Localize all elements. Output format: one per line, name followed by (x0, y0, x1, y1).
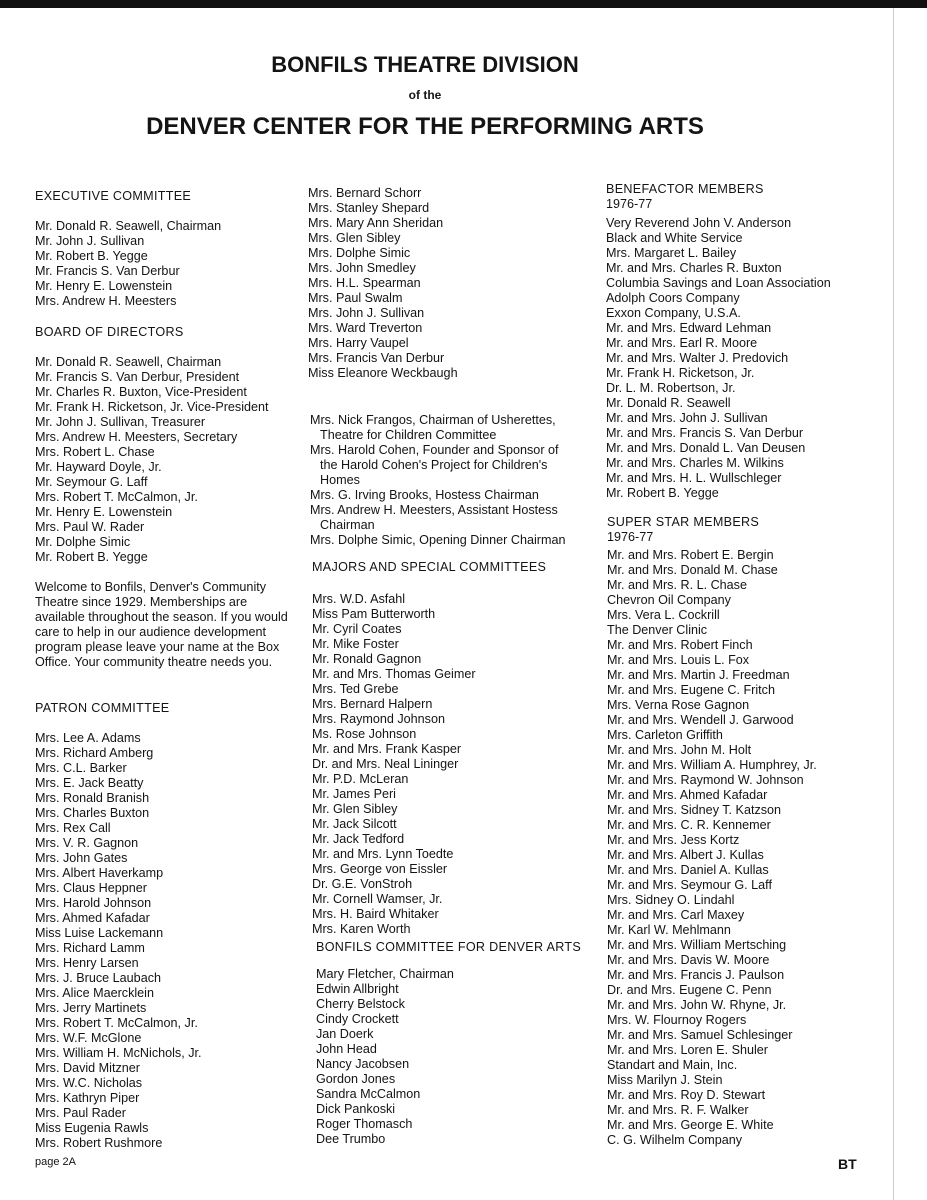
list-item: Mr. and Mrs. Walter J. Predovich (606, 351, 789, 365)
list-item: Mr. Robert B. Yegge (35, 249, 148, 263)
list-item: Ms. Rose Johnson (312, 727, 417, 741)
patron-committee-continued (308, 186, 458, 381)
list-item: Mrs. W.D. Asfahl (312, 592, 406, 606)
list-item: Mr. James Peri (312, 787, 396, 801)
list-item: Mr. and Mrs. Wendell J. Garwood (607, 713, 794, 727)
list-item-continuation: Chairman (320, 518, 375, 532)
list-item: Mr. and Mrs. Carl Maxey (607, 908, 745, 922)
list-item: Mrs. Claus Heppner (35, 881, 147, 895)
list-item: Mr. Frank H. Ricketson, Jr. Vice-President (35, 400, 269, 414)
list-item: Mrs. Raymond Johnson (312, 712, 445, 726)
list-item: Miss Eleanore Weckbaugh (308, 366, 458, 380)
list-item: Cherry Belstock (316, 997, 405, 1011)
list-item: Mrs. Harold Johnson (35, 896, 152, 910)
section-heading: SUPER STAR MEMBERS (607, 515, 760, 529)
list-item: Mrs. Francis Van Derbur (308, 351, 445, 365)
list-item: Mrs. Andrew H. Meesters, Assistant Hostess (310, 503, 558, 517)
list-item: Mr. Ronald Gagnon (312, 652, 422, 666)
list-item: John Head (316, 1042, 377, 1056)
list-item: Mrs. William H. McNichols, Jr. (35, 1046, 202, 1060)
list-item: Mrs. Sidney O. Lindahl (607, 893, 735, 907)
list-item: Mrs. Robert L. Chase (35, 445, 155, 459)
list-item: Mrs. V. R. Gagnon (35, 836, 139, 850)
list-item: Dee Trumbo (316, 1132, 386, 1146)
list-item: Miss Marilyn J. Stein (607, 1073, 723, 1087)
list-item: Mr. and Mrs. Donald M. Chase (607, 563, 778, 577)
list-item: Columbia Savings and Loan Association (606, 276, 831, 290)
list-item: Mr. Cyril Coates (312, 622, 402, 636)
list-item: Mrs. Alice Maercklein (35, 986, 154, 1000)
super-star-members (607, 515, 817, 1148)
list-item: Black and White Service (606, 231, 743, 245)
list-item: Mr. and Mrs. Albert J. Kullas (607, 848, 764, 862)
footer-mark: BT (838, 1156, 857, 1172)
list-item: Mr. and Mrs. Frank Kasper (312, 742, 462, 756)
list-item: Mr. and Mrs. Thomas Geimer (312, 667, 476, 681)
list-item: Mrs. Glen Sibley (308, 231, 401, 245)
list-item: Mrs. Dolphe Simic, Opening Dinner Chairman (310, 533, 566, 547)
list-item: Mrs. Paul Swalm (308, 291, 403, 305)
list-item: Mrs. Stanley Shepard (308, 201, 430, 215)
list-item: Mr. and Mrs. William Mertsching (607, 938, 787, 952)
list-item: Mr. and Mrs. Samuel Schlesinger (607, 1028, 793, 1042)
list-item: Mrs. Robert T. McCalmon, Jr. (35, 1016, 198, 1030)
list-item: Mr. and Mrs. Francis S. Van Derbur (606, 426, 804, 440)
list-item: Mr. Charles R. Buxton, Vice-President (35, 385, 247, 399)
benefactor-members (606, 182, 831, 501)
list-item: Exxon Company, U.S.A. (606, 306, 741, 320)
list-item: Mr. and Mrs. Martin J. Freedman (607, 668, 790, 682)
list-item: Mr. and Mrs. R. F. Walker (607, 1103, 749, 1117)
list-item: Mrs. H. Baird Whitaker (312, 907, 439, 921)
list-item: Mrs. Harold Cohen, Founder and Sponsor of (310, 443, 559, 457)
list-item: Mrs. John Gates (35, 851, 128, 865)
list-item: Mr. John J. Sullivan (35, 234, 145, 248)
list-item: Mrs. Henry Larsen (35, 956, 139, 970)
list-item: Mrs. Dolphe Simic (308, 246, 411, 260)
list-item: Mr. Francis S. Van Derbur (35, 264, 180, 278)
page-title: BONFILS THEATRE DIVISION (271, 52, 579, 77)
list-item: Mrs. W.C. Nicholas (35, 1076, 143, 1090)
list-item: Mr. Donald R. Seawell (606, 396, 731, 410)
list-item: Mrs. Robert T. McCalmon, Jr. (35, 490, 198, 504)
list-item: C. G. Wilhelm Company (607, 1133, 743, 1147)
list-item: Mr. and Mrs. Seymour G. Laff (607, 878, 772, 892)
list-item: Mrs. Harry Vaupel (308, 336, 409, 350)
list-item: Dr. L. M. Robertson, Jr. (606, 381, 736, 395)
list-item: The Denver Clinic (607, 623, 708, 637)
list-item: Mrs. E. Jack Beatty (35, 776, 144, 790)
list-item: Dr. G.E. VonStroh (312, 877, 413, 891)
list-item: Mrs. Bernard Schorr (308, 186, 422, 200)
list-item: Mr. P.D. McLeran (312, 772, 409, 786)
list-item: Mr. and Mrs. C. R. Kennemer (607, 818, 771, 832)
list-item: Dr. and Mrs. Neal Lininger (312, 757, 459, 771)
list-item: Mrs. Rex Call (35, 821, 111, 835)
list-item: Mary Fletcher, Chairman (316, 967, 454, 981)
list-item: Mr. and Mrs. Earl R. Moore (606, 336, 758, 350)
list-item: Mr. and Mrs. R. L. Chase (607, 578, 747, 592)
list-item: Mrs. J. Bruce Laubach (35, 971, 161, 985)
section-heading: PATRON COMMITTEE (35, 701, 170, 715)
list-item: Mr. and Mrs. Donald L. Van Deusen (606, 441, 806, 455)
list-item: Mrs. Vera L. Cockrill (607, 608, 720, 622)
patron-committee (35, 701, 202, 1151)
list-item: Sandra McCalmon (316, 1087, 421, 1101)
list-item: Mr. Donald R. Seawell, Chairman (35, 219, 222, 233)
list-item: Mr. and Mrs. Eugene C. Fritch (607, 683, 775, 697)
section-heading: MAJORS AND SPECIAL COMMITTEES (312, 560, 547, 574)
list-item: Mrs. Ward Treverton (308, 321, 423, 335)
list-item: Mr. and Mrs. John M. Holt (607, 743, 752, 757)
list-item: Adolph Coors Company (606, 291, 740, 305)
list-item: Mr. Jack Silcott (312, 817, 397, 831)
list-item: Mr. and Mrs. Robert E. Bergin (607, 548, 774, 562)
list-item: Mr. Mike Foster (312, 637, 399, 651)
list-item: Mrs. John Smedley (308, 261, 416, 275)
list-item: Mr. Robert B. Yegge (606, 486, 719, 500)
list-item-continuation: the Harold Cohen's Project for Children's (320, 458, 548, 472)
list-item: Mr. Cornell Wamser, Jr. (312, 892, 443, 906)
list-item: Mrs. W.F. McGlone (35, 1031, 142, 1045)
list-item: Mr. John J. Sullivan, Treasurer (35, 415, 206, 429)
list-item: Mrs. Verna Rose Gagnon (607, 698, 750, 712)
list-item: Mrs. H.L. Spearman (308, 276, 421, 290)
list-item: Mrs. John J. Sullivan (308, 306, 425, 320)
list-item: Mrs. Richard Lamm (35, 941, 145, 955)
list-item: Mr. and Mrs. Edward Lehman (606, 321, 772, 335)
list-item: Mr. and Mrs. William A. Humphrey, Jr. (607, 758, 817, 772)
majors-special-committees (312, 560, 546, 937)
list-item: Mr. and Mrs. Daniel A. Kullas (607, 863, 769, 877)
page-edge (893, 8, 894, 1200)
section-heading: BENEFACTOR MEMBERS (606, 182, 764, 196)
list-item: Mr. and Mrs. Ahmed Kafadar (607, 788, 768, 802)
list-item: Mr. Karl W. Mehlmann (607, 923, 731, 937)
scan-top-border (0, 0, 927, 8)
list-item: Mr. and Mrs. Sidney T. Katzson (607, 803, 782, 817)
list-item: Mrs. Charles Buxton (35, 806, 150, 820)
list-item: Mr. Henry E. Lowenstein (35, 505, 173, 519)
list-item: Mr. and Mrs. Loren E. Shuler (607, 1043, 768, 1057)
list-item: Mrs. Bernard Halpern (312, 697, 433, 711)
list-item: Miss Eugenia Rawls (35, 1121, 149, 1135)
list-item: Mrs. Mary Ann Sheridan (308, 216, 444, 230)
section-heading: EXECUTIVE COMMITTEE (35, 189, 192, 203)
list-item: Mr. Seymour G. Laff (35, 475, 148, 489)
list-item: Mrs. Albert Haverkamp (35, 866, 164, 880)
list-item: Mr. Donald R. Seawell, Chairman (35, 355, 222, 369)
list-item: Mr. Henry E. Lowenstein (35, 279, 173, 293)
list-item: Very Reverend John V. Anderson (606, 216, 792, 230)
list-item: Mr. and Mrs. John W. Rhyne, Jr. (607, 998, 787, 1012)
list-item: Standart and Main, Inc. (607, 1058, 738, 1072)
list-item: Miss Pam Butterworth (312, 607, 436, 621)
list-item: Edwin Allbright (316, 982, 399, 996)
welcome-paragraph: Welcome to Bonfils, Denver's Community Theatre since 1929. Memberships are available throughout the season. If you would care to help in our audience development program please leave your name at the Box Office. Your community theatre needs you. (35, 580, 288, 669)
list-item: Cindy Crockett (316, 1012, 399, 1026)
list-item: Miss Luise Lackemann (35, 926, 164, 940)
list-item: Mr. and Mrs. Louis L. Fox (607, 653, 750, 667)
list-item: Mrs. Karen Worth (312, 922, 411, 936)
list-item: Mrs. Jerry Martinets (35, 1001, 147, 1015)
list-item: Mrs. Paul W. Rader (35, 520, 145, 534)
special-roles (310, 413, 565, 548)
board-of-directors (35, 325, 269, 565)
list-item: Dr. and Mrs. Eugene C. Penn (607, 983, 772, 997)
list-item: Nancy Jacobsen (316, 1057, 410, 1071)
season-label: 1976-77 (606, 197, 653, 211)
list-item: Mrs. Kathryn Piper (35, 1091, 140, 1105)
executive-committee (35, 189, 221, 309)
organization-title: DENVER CENTER FOR THE PERFORMING ARTS (146, 113, 704, 140)
list-item: Mrs. Andrew H. Meesters (35, 294, 177, 308)
section-heading: BONFILS COMMITTEE FOR DENVER ARTS (316, 940, 582, 954)
list-item: Mrs. Margaret L. Bailey (606, 246, 737, 260)
list-item: Mrs. Nick Frangos, Chairman of Usherettes, (310, 413, 556, 427)
bonfils-committee-denver-arts (316, 940, 581, 1147)
page-number: page 2A (35, 1156, 76, 1168)
list-item: Mrs. George von Eissler (312, 862, 448, 876)
season-label: 1976-77 (607, 530, 654, 544)
list-item: Mr. and Mrs. H. L. Wullschleger (606, 471, 782, 485)
list-item: Mrs. Robert Rushmore (35, 1136, 163, 1150)
list-item-continuation: Theatre for Children Committee (320, 428, 497, 442)
list-item: Gordon Jones (316, 1072, 396, 1086)
list-item: Mr. and Mrs. Raymond W. Johnson (607, 773, 804, 787)
list-item: Roger Thomasch (316, 1117, 413, 1131)
list-item: Mrs. Lee A. Adams (35, 731, 141, 745)
list-item: Mr. Dolphe Simic (35, 535, 131, 549)
list-item: Jan Doerk (316, 1027, 374, 1041)
page-subtitle: of the (408, 88, 442, 102)
list-item: Mr. and Mrs. Davis W. Moore (607, 953, 770, 967)
list-item: Mr. and Mrs. Charles R. Buxton (606, 261, 782, 275)
section-heading: BOARD OF DIRECTORS (35, 325, 184, 339)
list-item: Mrs. Ted Grebe (312, 682, 399, 696)
list-item: Mrs. Ronald Branish (35, 791, 150, 805)
list-item: Chevron Oil Company (607, 593, 731, 607)
list-item: Mrs. Andrew H. Meesters, Secretary (35, 430, 238, 444)
list-item: Mrs. David Mitzner (35, 1061, 140, 1075)
list-item: Mr. and Mrs. Jess Kortz (607, 833, 740, 847)
list-item: Mrs. Richard Amberg (35, 746, 154, 760)
list-item: Mr. and Mrs. John J. Sullivan (606, 411, 768, 425)
list-item: Dick Pankoski (316, 1102, 396, 1116)
list-item: Mrs. C.L. Barker (35, 761, 127, 775)
list-item: Mr. Francis S. Van Derbur, President (35, 370, 240, 384)
list-item: Mr. and Mrs. George E. White (607, 1118, 774, 1132)
list-item: Mr. Glen Sibley (312, 802, 398, 816)
list-item: Mrs. Carleton Griffith (607, 728, 723, 742)
list-item: Mr. and Mrs. Robert Finch (607, 638, 753, 652)
list-item: Mr. and Mrs. Francis J. Paulson (607, 968, 785, 982)
list-item: Mrs. G. Irving Brooks, Hostess Chairman (310, 488, 539, 502)
list-item-continuation: Homes (320, 473, 360, 487)
list-item: Mr. Hayward Doyle, Jr. (35, 460, 162, 474)
list-item: Mrs. Paul Rader (35, 1106, 126, 1120)
list-item: Mr. Jack Tedford (312, 832, 405, 846)
list-item: Mr. Robert B. Yegge (35, 550, 148, 564)
list-item: Mrs. Ahmed Kafadar (35, 911, 150, 925)
list-item: Mrs. W. Flournoy Rogers (607, 1013, 747, 1027)
list-item: Mr. Frank H. Ricketson, Jr. (606, 366, 755, 380)
list-item: Mr. and Mrs. Roy D. Stewart (607, 1088, 766, 1102)
list-item: Mr. and Mrs. Charles M. Wilkins (606, 456, 784, 470)
list-item: Mr. and Mrs. Lynn Toedte (312, 847, 454, 861)
